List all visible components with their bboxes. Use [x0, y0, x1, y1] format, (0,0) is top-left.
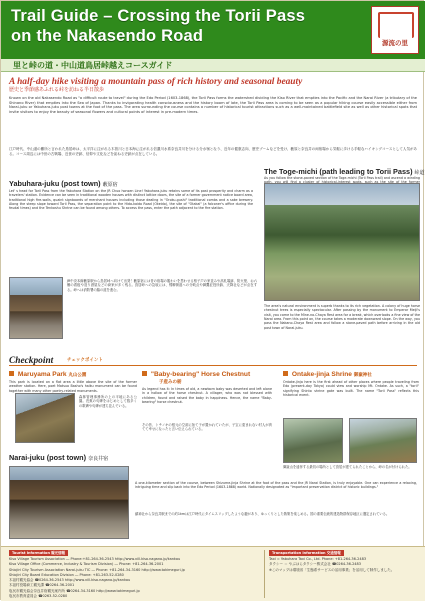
transport-info-lines [269, 557, 419, 573]
transport-info-line: タクシー ＝ やぶはらタクシー株式会社 ☎0264-36-2483 [269, 562, 361, 567]
transport-info-label-jp: 交通情報 [326, 551, 341, 555]
transport-info-line: ※このマップは環境省「生態系サービスの活用事業」を活用して制作しました。 [269, 567, 395, 572]
yabuhara-title-jp: 藪原宿 [102, 182, 118, 188]
torii-gate-icon [378, 12, 414, 38]
horse-chestnut-body-jp: その昔、トチノキの根元の空洞に捨て子が置かれていたが、子宝に恵まれない村人が育てて幸せになったと言い伝えられている。 [142, 423, 272, 432]
horse-chestnut-heading [142, 371, 250, 380]
checkpoint-title: Checkpoint [9, 356, 54, 366]
page-title-line1: Trail Guide – Crossing the Torii Pass [11, 7, 306, 25]
subtitle-bar [1, 59, 425, 72]
tourist-info-line: Shiojiri City Board Education Division ― Phone: +81-263-52-0280 [9, 572, 124, 577]
tourist-info-line: Kiso Village Tourism Association ― Phone:+81-264-36-2543 http://www.vill.kiso.nagano.jp/kankou [9, 557, 181, 561]
togemichi-title-jp: 峠道 [414, 170, 425, 176]
ontake-body: Ontake-jinja here is the first ahead of other places where people traveling from Edo (present-day Tokyo) could view and worship Mt. Ontake. As such, a "torii" signifying Shinto shrine gate was built. The name "Torii Pass" reflects this historical event. [283, 380, 419, 398]
footer-divider [264, 550, 265, 598]
tourist-info-line: Kiso Village Office (Commerce, Industry & Tourism Division) ― Phone: +81-264-36-2001 [9, 562, 164, 567]
ontake-title: Ontake-jinja Shrine [291, 371, 352, 378]
ontake-heading [283, 371, 372, 380]
horse-chestnut-body: As legend has it: In times of old, a newborn baby was deserted and left alone in a hollow of the horse chestnut. A villager, who was not blessed with children, found and raised the baby in happiness. Hence, the name "Baby-bearing" horse chestnut. [142, 387, 272, 405]
tourist-info-line: 木祖村観光協会 ☎0264-36-2543 http://www.vill.kiso.nagano.jp/kankou [9, 578, 131, 582]
maruyama-heading [9, 371, 86, 380]
page-title-line2: on the Nakasendo Road [11, 27, 204, 45]
ontake-body-jp: 御嶽山を遥拝する最初の場所として鳥居が建てられたことから、峠の名が付けられた。 [283, 465, 412, 469]
intro-body-jp: 江戸時代、中山道の難所と言われた鳥居峠は、太平洋に注がれる木曽川と日本海に注がれる信濃川水系奈良井川を分ける分水嶺となり、近年の健康志向、歴史ブームなどを受け、藪原と奈良井の両宿場から気軽に歩ける手軽なハイキングコースとして人気がある。コース周辺には中世の古戦場、近世の史跡、信仰や文化などを訪ねる史跡が点在している。 [9, 147, 417, 156]
narai-photo [9, 466, 129, 539]
maruyama-title-jp: 丸山公園 [68, 372, 87, 377]
tourist-info-label [9, 550, 68, 556]
horse-chestnut-title-jp: 子産みの栃 [159, 380, 182, 385]
horse-chestnut-title: "Baby-bearing" Horse Chestnut [150, 371, 251, 378]
narai-body: A one-kilometer section of the course, between Shizume-jinja Shrine at the foot of the pass and the JR Narai Station, is truly enjoyable. One can experience a relaxing, intriguing time and slip back into the Edo Period (1603-1868) world. Nationally designated as "important preservation district of historic buildings." [135, 481, 417, 490]
narai-title-jp: 奈良井宿 [88, 456, 109, 462]
genryu-no-sato-logo [371, 6, 419, 54]
yabuhara-body: Let' s head for Torii Pass from the Yabuhara Station on the JR Chuo honsen Line! Yabuhara-juku retains some of its past prosperity and charm as a travelers' station. Evidence can be seen in traditional wooden houses with distinct lattice doors, the site of a former government notice board area, traditional high fire-walls, quaint signboards of merchant houses including those dealing in "Oroku-gushi" traditional combs and a sake brewery. Along the steep slope toward Torii Pass, the separation point to the Hida-kaido Road (Okeido), the site of "Otakai" (a falconer's office during the feudal times) and the Tenkoshu Shrine can be found among others. To access the pass, enter the path adjacent to the fire station. [9, 189, 253, 211]
tourist-info-line: 木祖村役場商工観光課 ☎0264-36-2001 [9, 583, 75, 588]
logo-text: 源流の里 [382, 39, 408, 48]
maruyama-photo [15, 393, 75, 443]
yabuhara-photo [9, 277, 63, 339]
maruyama-title: Maruyama Park [17, 371, 67, 378]
togemichi-title: The Toge-michi (path leading to Torii Pass) [264, 167, 413, 176]
yabuhara-body-jp: JR中央本線藪原駅から鳥居峠へ向けて出発！藪原宿には昔の宿場の賑わいを思わせる格子戸の家並みや高札場跡、防火壁、お六櫛の看板や造り酒屋などの商家が多く残る。鳥居峠への急坂には、飛騨街道への分岐点や御鷹匠役所跡、天降社などが点在する。峠へは消防署の脇の道を進む。 [67, 279, 257, 292]
intro-body: Known on the old Nakasendo Road as "a difficult route to travel" during the Edo Period (1603-1868), the Torii Pass forms the watershed dividing the Kiso River that empties into the Pacific and the Narai River (a tributary of the Shinano River) that empties into the Sea of Japan. Thanks to invigorating health consciousness and the history boom of late, the Torii Pass area is coming to be seen as a popular hiking course easily accessible either from Narai-juku or Yabuhara-juku post towns at the foot of the pass. The area surrounding the course contains a number of historical tourist attractions such as a well-maintained battlefield site as well as other historical spots that invite visitors to enjoy the beauty of seasonal flowers and cultural points of interest in pre-modern times. [9, 96, 417, 115]
transport-info-label [269, 550, 344, 556]
maruyama-body-jp: 森林管理事務所の上の平地にある公園。芭蕉の句碑をはじめとして数多くの歌碑や句碑が建ち並んでいる。 [79, 395, 137, 408]
checkpoint-bar [9, 356, 417, 366]
yabuhara-heading [9, 179, 118, 189]
ontake-title-jp: 御嶽神社 [353, 372, 372, 377]
yabuhara-title: Yabuhara-juku (post town) [9, 179, 101, 188]
subtitle-jp: 里と峠の道・中山道鳥居峠越えコースガイド [13, 61, 173, 70]
checkpoint-title-jp: チェックポイント [67, 358, 103, 363]
info-footer [1, 546, 425, 601]
togemichi-body: As you follow the stone-paved section of the Toge-michi (Torii Pass trail) and ascend a winding [264, 176, 420, 180]
tourist-info-line: 塩尻市観光協会奈良井宿観光案内所 ☎0264-34-3160 http://www.tokimeguri.jp [9, 588, 140, 593]
tourist-info-lines [9, 557, 259, 599]
narai-title: Narai-juku (post town) [9, 453, 87, 462]
intro-heading: A half-day hike visiting a mountain pass of rich history and seasonal beauty [9, 77, 303, 87]
narai-heading [9, 453, 108, 463]
header-banner [1, 1, 425, 59]
tourist-info-label-en: Tourist Information [12, 551, 50, 555]
tourist-info-label-jp: 観光情報 [51, 551, 66, 555]
togemichi-photo [264, 183, 420, 301]
ontake-photo [349, 418, 417, 463]
transport-info-label-en: Transportation Information [272, 551, 326, 555]
narai-body-jp: 鎮神社から奈良井駅までの約1kmは江戸時代にタイムスリップしたような趣があり、ゆっくりとした散策を楽しめる。国の重要伝統的建造物群保存地区に選定されている。 [135, 512, 390, 516]
togemichi-body-2: The area's natural environment is superb thanks to its rich vegetation. A colony of huge horse chestnut trees is especially spectacular. After passing by the monument to Emperor Meiji's visit, you come to the Mine-no-Chaya Rest area for a break, which overlooks a fine view of the Narai area. From this point on, the course takes a moderate downward slope. On the way, you pass the Nakano-Chaya Rest area and follow a stone-paved path before arriving in the old post town of Narai-juku. [264, 304, 420, 330]
maruyama-body: This park is located on a flat area a little above the site of the former weather station. Here, poet Matsuo Basho's haiku monument can be found together with many other poetry-related monuments. [9, 380, 137, 393]
tourist-info-line: 塩尻市教育委員会 ☎0263-52-0280 [9, 593, 68, 598]
tourist-info-line: Shiojiri City Tourism Association Narai-juku TIC ― Phone: +81-264-34-3160 http://www.tokimeguri.jp [9, 567, 185, 572]
transport-info-line: Taxi = Yabuhara Taxi Co., Ltd. Phone: +81-264-36-2483 [269, 557, 367, 561]
intro-heading-jp: 歴史と季節感あふれる峠を訪ねる半日散歩 [9, 87, 105, 93]
horse-chestnut-photo [283, 418, 343, 463]
